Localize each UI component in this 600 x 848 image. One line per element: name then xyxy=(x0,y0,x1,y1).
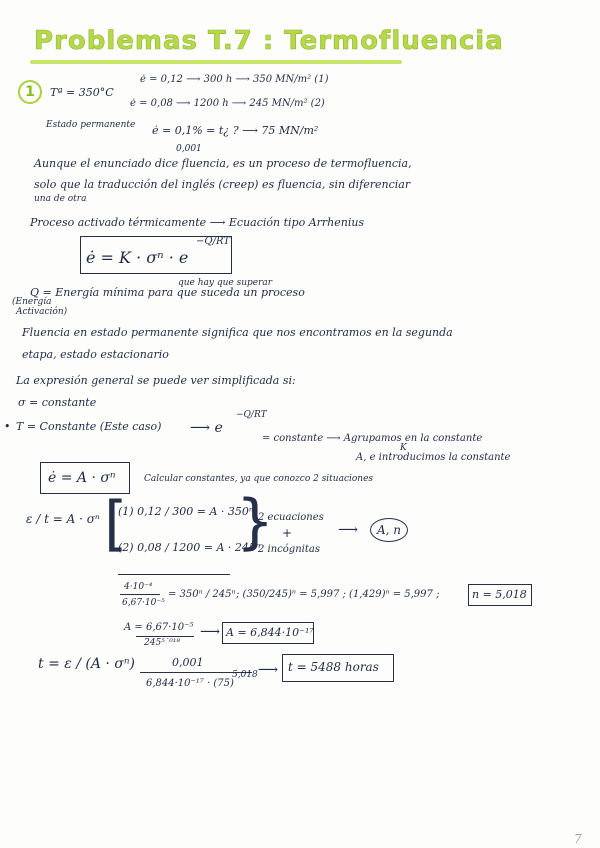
arrow-icon: ⟶ xyxy=(258,662,279,678)
paragraph-line: Aunque el enunciado dice fluencia, es un proceso de termofluencia, xyxy=(34,157,412,170)
data-line-2: ė = 0,08 ⟶ 1200 h ⟶ 245 MN/m² (2) xyxy=(130,98,325,109)
constant-note: = constante ⟶ Agrupamos en la constante xyxy=(262,433,483,444)
problem-number-badge: 1 xyxy=(18,80,42,104)
paragraph-line: etapa, estado estacionario xyxy=(22,348,169,361)
stationary-equation: ė = 0,1% = t¿ ? ⟶ 75 MN/m² xyxy=(152,124,319,137)
fraction-line xyxy=(136,636,194,637)
system-note-2: 2 incógnitas xyxy=(258,544,320,555)
a-numerator: A = 6,67·10⁻⁵ xyxy=(124,622,194,633)
a-result: A = 6,844·10⁻¹⁷ xyxy=(226,626,314,639)
system-equation-2: (2) 0,08 / 1200 = A · 245ⁿ xyxy=(118,541,261,554)
bullet-icon: • xyxy=(4,420,11,433)
title-underline xyxy=(30,60,402,64)
stationary-small-value: 0,001 xyxy=(176,144,202,154)
division-rhs: = 350ⁿ / 245ⁿ xyxy=(168,589,236,600)
temperature-text: Tª = 350°C xyxy=(50,86,114,99)
q-small-note: que hay que superar xyxy=(178,278,273,288)
system-result: A, n xyxy=(370,518,408,542)
paragraph-line: solo que la traducción del inglés (creep) es fluencia, sin diferenciar xyxy=(34,178,411,191)
right-brace: } xyxy=(236,487,275,557)
left-bracket: [ xyxy=(104,489,128,559)
division-steps: ; (350/245)ⁿ = 5,997 ; (1,429)ⁿ = 5,997 ; xyxy=(236,589,440,600)
simplified-equation: ė = A · σⁿ xyxy=(48,470,116,486)
t-exponent: 5,018 xyxy=(232,670,258,680)
system-equation-1: (1) 0,12 / 300 = A · 350ⁿ xyxy=(118,505,254,518)
k-small-label: K xyxy=(400,443,407,453)
data-line-1: ė = 0,12 ⟶ 300 h ⟶ 350 MN/m² (1) xyxy=(140,74,329,85)
arrhenius-equation: ė = K · σⁿ · e xyxy=(86,248,189,267)
page-title: Problemas T.7 : Termofluencia xyxy=(34,26,504,56)
paragraph-line: una de otra xyxy=(34,194,87,204)
n-result: n = 5,018 xyxy=(472,588,527,601)
page-corner-number: 7 xyxy=(574,832,582,846)
t-formula: t = ε / (A · σⁿ) xyxy=(38,656,136,672)
arrow-icon: ⟶ xyxy=(200,624,221,640)
calc-note: Calcular constantes, ya que conozco 2 situaciones xyxy=(144,474,374,484)
stationary-label: Estado permanente xyxy=(46,120,136,130)
paragraph-line: La expresión general se puede ver simplificada si: xyxy=(16,374,296,387)
paragraph-line: Fluencia en estado permanente significa que nos encontramos en la segunda xyxy=(22,326,453,339)
exponential-term: ⟶ e xyxy=(190,420,223,436)
divider-line xyxy=(118,574,230,575)
t-result: t = 5488 horas xyxy=(288,660,379,674)
sigma-constant: σ = constante xyxy=(18,396,97,409)
system-note-1: 2 ecuaciones xyxy=(258,512,324,523)
ratio-equation: ε / t = A · σⁿ xyxy=(26,512,100,526)
q-definition: Q = Energía mínima para que suceda un proceso xyxy=(30,286,305,299)
temperature-constant: T = Constante (Este caso) xyxy=(16,420,162,433)
arrhenius-exponent: −Q/RT xyxy=(196,236,230,247)
arrow-icon: ⟶ xyxy=(338,522,359,538)
fraction-line xyxy=(120,594,160,595)
q-sub-label: (Energía xyxy=(12,297,52,307)
exponential-exponent: −Q/RT xyxy=(236,410,267,420)
t-substitution-denominator: 6,844·10⁻¹⁷ · (75) xyxy=(146,678,234,689)
system-plus: + xyxy=(282,526,293,540)
division-numerator: 4·10⁻⁴ xyxy=(124,582,153,592)
process-line: Proceso activado térmicamente ⟶ Ecuación tipo Arrhenius xyxy=(30,216,365,229)
t-substitution-numerator: 0,001 xyxy=(172,656,204,669)
division-denominator: 6,67·10⁻⁵ xyxy=(122,598,165,608)
constant-note-2: A, e introducimos la constante xyxy=(356,452,511,463)
q-sub-label: Activación) xyxy=(16,307,68,317)
a-denominator: 245⁵˙⁰¹⁸ xyxy=(144,638,181,648)
